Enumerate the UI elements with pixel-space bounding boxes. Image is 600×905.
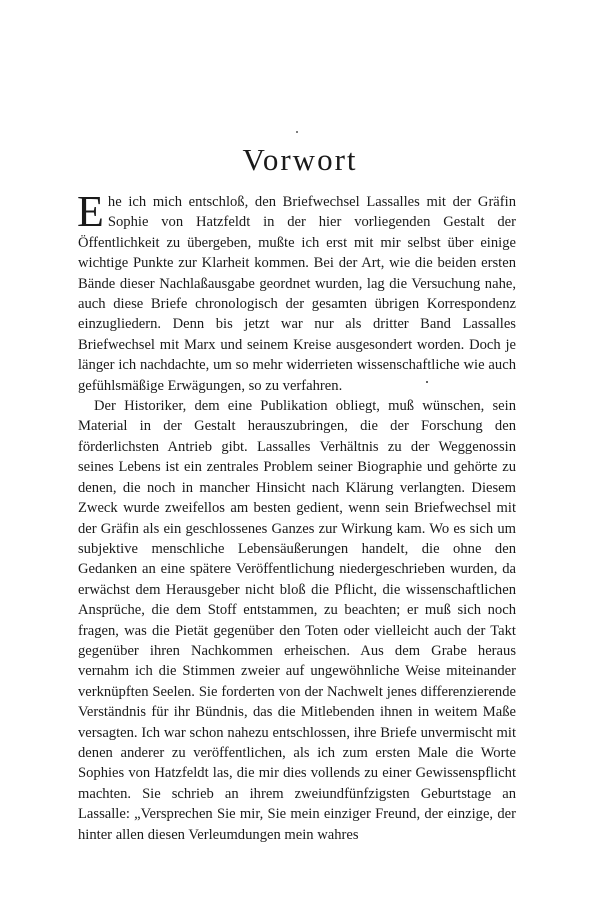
page-title: Vorwort [242,142,358,177]
paragraph-1-text: he ich mich entschloß, den Briefwechsel Lassalles mit der Gräfin Sophie von Hatzfeldt in der hier vorliegenden Gestalt der Öffentlichkeit zu übergeben, mußte ich erst mit mir selbst über einige wichtige Punkte zur Klarheit kommen. Bei der Art, wie die beiden ersten Bände dieser Nachlaßausgabe geordnet wurden, lag die Versuchung nahe, auch diese Briefe chronologisch der gesamten übrigen Korrespondenz einzugliedern. Denn bis jetzt war nur als dritter Band Lassalles Briefwechsel mit Marx und seinem Kreise ausgesondert worden. Doch je länger ich nachdachte, um so mehr widerrieten wissenschaftliche wie auch gefühlsmäßige Erwägungen, so zu verfahren. [78,194,516,394]
drop-cap: E [77,187,104,236]
paragraph-1 [77,187,516,396]
print-speck [296,131,298,133]
body-text [77,187,516,845]
print-speck [426,381,428,383]
paragraph-2: Der Historiker, dem eine Publikation obliegt, muß wünschen, sein Material in der Gestalt herauszubringen, die der Forschung den förderlichsten Antrieb gibt. Lassalles Verhältnis zu der Weggenossin seines Lebens ist ein zentrales Problem seiner Biographie und gehörte zu denen, die noch in mancher Hinsicht nach Klärung verlangten. Diesem Zweck wurde zweifellos am besten gedient, wenn sein Briefwechsel mit der Gräfin als ein geschlossenes Ganzes zur Wirkung kam. Wo es sich um subjektive menschliche Lebensäußerungen handelt, die ohne den Gedanken an eine spätere Veröffentlichung niedergeschrieben wurden, da erwächst dem Herausgeber nicht bloß die Pflicht, die wissenschaftlichen Ansprüche, die dem Stoff entstammen, zu beachten; er muß sich noch fragen, was die Pietät gegenüber den Toten oder vielleicht auch der Takt gegenüber ihren Nachkommen erheischen. Aus dem Grabe heraus vernahm ich die Stimmen zweier auf ungewöhnliche Weise miteinander verknüpften Seelen. Sie forderten von der Nachwelt jenes differenzierende Verständnis für ihr Bündnis, das die Mitlebenden ihnen in weitem Maße versagten. Ich war schon nahezu entschlossen, ihre Briefe unvermischt mit denen anderer zu veröffentlichen, als ich zum ersten Male die Worte Sophies von Hatzfeldt las, die mir dies vollends zu einer Gewissenspflicht machten. Sie schrieb an ihrem zweiundfünfzigsten Geburtstage an Lassalle: „Versprechen Sie mir, Sie mein einziger Freund, der einzige, der hinter allen diesen Verleumdungen mein wahres [78,398,516,843]
